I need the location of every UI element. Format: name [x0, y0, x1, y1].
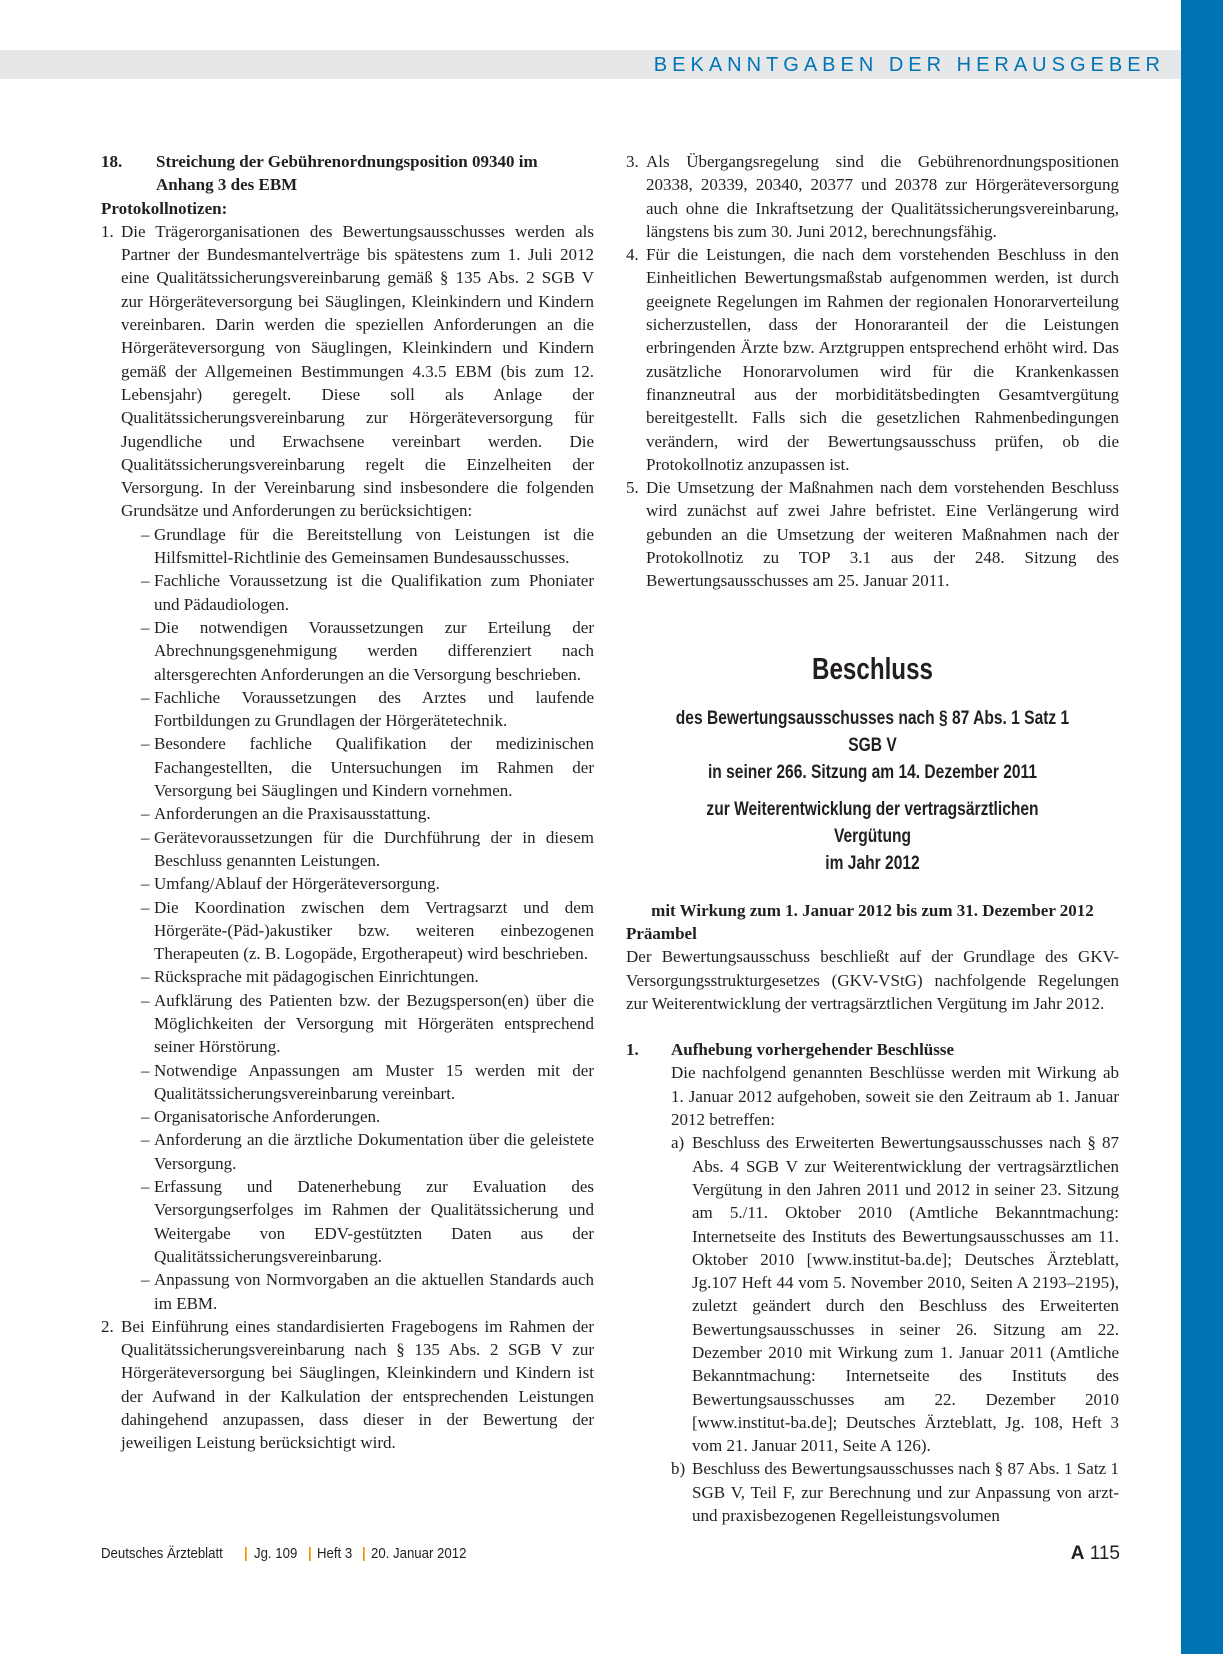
note-text: Die Umsetzung der Maßnahmen nach dem vorstehenden Beschluss wird zunächst auf zwei Jahre befristet. Eine Verlängerung wird gebunden an die Umsetzung der weiteren Maßnahmen nach der Protokollnotiz zu TOP 3.1 aus der 248. Sitzung des Bewertungsausschusses am 25. Januar 2011. [646, 478, 1119, 591]
requirement-text: Grundlage für die Bereitstellung von Leistungen ist die Hilfsmittel-Richtlinie des Gemeinsamen Bundesausschusses. [154, 524, 594, 568]
requirement-text: Anpassung von Normvorgaben an die aktuellen Standards auch im EBM. [154, 1270, 594, 1313]
protocol-notes-continued [626, 150, 1119, 593]
page-number-value: 115 [1089, 1543, 1120, 1564]
note-number: 1. [101, 221, 114, 241]
resolution-subtitle-line: des Bewertungsausschusses nach § 87 Abs. 1 Satz 1 SGB V [675, 707, 1070, 756]
footer-issue: Heft 3 [317, 1545, 353, 1562]
section-1-number: 1. [626, 1040, 639, 1060]
note-number: 5. [626, 478, 639, 498]
requirement-text: Notwendige Anpassungen am Muster 15 werden mit der Qualitätssicherungsvereinbarung vereinbart. [154, 1060, 594, 1103]
dash-marker: – [141, 990, 150, 1010]
item-letter: a) [671, 1133, 685, 1153]
requirement-item [121, 732, 594, 802]
protocol-note-5 [626, 476, 1119, 592]
note-text: Die Trägerorganisationen des Bewertungsausschusses werden als Partner der Bundesmantelverträge bis spätestens zum 1. Juli 2012 eine Qualitätssicherungsvereinbarung gemäß § 135 Abs. 2 SGB V zur Hörgeräteversorgung bei Säuglingen, Kleinkindern und Kindern vereinbaren. Darin werden die speziellen Anforderungen an die Hörgeräteversorgung von Säuglingen, Kleinkindern und Kindern gemäß der Allgemeinen Bestimmungen 4.3.5 EBM (bis zum 12. Lebensjahr) geregelt. Diese soll als Anlage der Qualitätssicherungsvereinbarung zur Hörgeräteversorgung für Jugendliche und Erwachsene vereinbart werden. Die Qualitätssicherungsvereinbarung regelt die Einzelheiten der Versorgung. In der Vereinbarung sind insbesondere die folgenden Grundsätze und Anforderungen zu berücksichtigen: [121, 221, 594, 521]
dash-marker: – [141, 1270, 150, 1290]
requirement-item [121, 523, 594, 570]
dash-marker: – [141, 617, 150, 637]
resolution-subtitle-1 [670, 705, 1074, 786]
requirement-item [121, 1059, 594, 1106]
requirement-item [121, 802, 594, 825]
footer-separator: | [362, 1545, 366, 1562]
preamble-heading: Präambel [626, 923, 697, 943]
note-number: 2. [101, 1316, 114, 1336]
protocol-note-2 [101, 1315, 594, 1455]
requirement-item [121, 616, 594, 686]
item-letter: b) [671, 1459, 686, 1479]
requirement-text: Besondere fachliche Qualifikation der medizinischen Fachangestellten, die Untersuchungen im Rahmen der Versorgung bei Säuglingen und Kindern vornehmen. [154, 734, 594, 801]
side-color-bar [1181, 0, 1223, 1654]
requirement-text: Die notwendigen Voraussetzungen zur Erteilung der Abrechnungsgenehmigung werden differenziert nach altersgerechten Anforderungen an die Versorgung beschrieben. [154, 617, 594, 684]
dash-marker: – [141, 967, 150, 987]
footer-date: 20. Januar 2012 [371, 1545, 467, 1562]
footer-separator: | [244, 1545, 249, 1562]
requirement-item [121, 1128, 594, 1175]
protocol-notes-heading: Protokollnotizen: [101, 198, 228, 218]
left-column [101, 150, 594, 1455]
dash-marker: – [141, 1130, 150, 1150]
requirement-item [121, 569, 594, 616]
dash-marker: – [141, 827, 150, 847]
requirement-text: Fachliche Voraussetzungen des Arztes und laufende Fortbildungen zu Grundlagen der Hörgerätetechnik. [154, 687, 594, 731]
page-number [1071, 1541, 1120, 1567]
resolution-subtitle-line: im Jahr 2012 [825, 852, 920, 874]
requirement-text: Die Koordination zwischen dem Vertragsarzt und dem Hörgeräte-(Päd-)akustiker bzw. weiteren einbezogenen Therapeuten (z. B. Logopäde, Ergotherapeut) wird beschrieben. [154, 897, 594, 964]
dash-marker: – [141, 734, 150, 754]
footer-citation [101, 1541, 1120, 1567]
requirement-text: Gerätevoraussetzungen für die Durchführung der in diesem Beschluss genannten Leistungen. [154, 827, 594, 870]
section-header-title: BEKANNTGABEN DER HERAUSGEBER [653, 54, 1165, 76]
section-18-title: Streichung der Gebührenordnungsposition 09340 im Anhang 3 des EBM [156, 152, 538, 195]
dash-marker: – [141, 804, 150, 824]
dash-marker: – [141, 1177, 150, 1197]
repealed-resolutions-list [671, 1131, 1119, 1527]
repealed-resolution-item [671, 1457, 1119, 1527]
dash-marker: – [141, 1107, 150, 1127]
requirement-item [121, 989, 594, 1059]
requirement-text: Rücksprache mit pädagogischen Einrichtungen. [154, 967, 479, 987]
protocol-note-3 [626, 150, 1119, 243]
protocol-notes-list [101, 220, 594, 1455]
requirement-item [121, 1268, 594, 1315]
resolution-subtitle-line: in seiner 266. Sitzung am 14. Dezember 2011 [707, 761, 1038, 783]
item-text: Beschluss des Bewertungsausschusses nach § 87 Abs. 1 Satz 1 SGB V, Teil F, zur Berechnung und zur Anpassung von arzt- und praxisbezogenen Regelleistungsvolumen [692, 1459, 1119, 1526]
section-1-intro: Die nachfolgend genannten Beschlüsse werden mit Wirkung ab 1. Januar 2012 aufgehoben, soweit sie den Zeitraum ab 1. Januar 2012 betreffen: [671, 1063, 1119, 1130]
resolution-subtitle-line: zur Weiterentwicklung der vertragsärztlichen Vergütung [706, 798, 1039, 847]
page-prefix: A [1070, 1543, 1085, 1564]
page-footer [101, 1541, 1120, 1567]
preamble-text: Der Bewertungsausschuss beschließt auf der Grundlage des GKV-Versorgungsstrukturgesetzes (GKV-VStG) nachfolgende Regelungen zur Weiterentwicklung der vertragsärztlichen Vergütung im Jahr 2012. [626, 947, 1119, 1013]
resolution-heading-block [626, 651, 1119, 922]
right-column [626, 150, 1119, 1527]
dash-marker: – [141, 897, 150, 917]
protocol-note-1 [101, 220, 594, 1315]
repealed-resolution-item [671, 1131, 1119, 1457]
resolution-subtitle-2 [670, 796, 1074, 877]
footer-volume: Jg. 109 [253, 1545, 297, 1562]
requirement-item [121, 1105, 594, 1128]
requirement-text: Fachliche Voraussetzung ist die Qualifikation zum Phoniater und Pädaudiologen. [154, 571, 594, 614]
note-text: Als Übergangsregelung sind die Gebührenordnungspositionen 20338, 20339, 20340, 20377 und 20378 zur Hörgeräteversorgung auch ohne die Inkraftsetzung der Qualitätssicherungsvereinbarung, längstens bis zum 30. Juni 2012, berechnungsfähig. [646, 152, 1119, 241]
requirement-text: Aufklärung des Patienten bzw. der Bezugsperson(en) über die Möglichkeiten der Versorgung mit Hörgeräten entsprechend seiner Hörstörung. [154, 990, 594, 1057]
section-1-body [626, 1061, 1119, 1527]
requirement-text: Erfassung und Datenerhebung zur Evaluation des Versorgungserfolges im Rahmen der Qualitätssicherung und Weitergabe von EDV-gestützten Daten aus der Qualitätssicherungsvereinbarung. [154, 1177, 594, 1266]
section-1-heading [626, 1038, 1119, 1061]
section-18-heading [101, 150, 594, 197]
note-number: 4. [626, 245, 639, 265]
requirement-item [121, 1175, 594, 1268]
dash-marker: – [141, 687, 150, 707]
section-18-number: 18. [101, 152, 123, 171]
requirement-text: Anforderungen an die Praxisausstattung. [154, 804, 431, 824]
dash-marker: – [141, 874, 150, 894]
requirement-text: Umfang/Ablauf der Hörgeräteversorgung. [154, 874, 440, 894]
footer-journal: Deutsches Ärzteblatt [101, 1545, 223, 1562]
requirement-item [121, 686, 594, 733]
requirement-item [121, 872, 594, 895]
section-1-title: Aufhebung vorhergehender Beschlüsse [671, 1040, 955, 1060]
requirement-item [121, 896, 594, 966]
protocol-note-4 [626, 243, 1119, 476]
requirement-text: Organisatorische Anforderungen. [154, 1107, 381, 1127]
dash-marker: – [141, 1060, 150, 1080]
dash-marker: – [141, 524, 150, 544]
dash-marker: – [141, 571, 150, 591]
item-text: Beschluss des Erweiterten Bewertungsausschusses nach § 87 Abs. 4 SGB V zur Weiterentwicklung der vertragsärztlichen Vergütung in den Jahren 2011 und 2012 in seiner 23. Sitzung am 5./11. Oktober 2010 (Amtliche Bekanntmachung: Internetseite des Instituts des Bewertungsausschusses am 11. Oktober 2010 [www.institut-ba.de]; Deutsches Ärzteblatt, Jg.107 Heft 44 vom 5. November 2010, Seiten A 2193–2195), zuletzt geändert durch den Beschluss des Erweiterten Bewertungsausschusses in seiner 26. Sitzung am 22. Dezember 2010 mit Wirkung zum 1. Januar 2011 (Amtliche Bekanntmachung: Internetseite des Instituts des Bewertungsausschusses am 22. Dezember 2010 [www.institut-ba.de]; Deutsches Ärzteblatt, Jg. 108, Heft 3 vom 21. Januar 2011, Seite A 126). [692, 1133, 1119, 1456]
requirement-item [121, 965, 594, 988]
note-text: Für die Leistungen, die nach dem vorstehenden Beschluss in den Einheitlichen Bewertungsmaßstab aufgenommen werden, ist durch geeignete Regelungen im Rahmen der regionalen Honorarverteilung sicherzustellen, dass der Honoraranteil der die Leistungen erbringenden Ärzte bzw. Arztgruppen entsprechend erhöht wird. Das zusätzliche Honorarvolumen wird für die Krankenkassen finanzneutral aus der morbiditätsbedingten Gesamtvergütung bereitgestellt. Falls sich die gesetzlichen Rahmenbedingungen verändern, wird der Bewertungsausschuss prüfen, ob die Protokollnotiz anzupassen ist. [646, 245, 1119, 474]
resolution-title: Beschluss [812, 650, 933, 686]
requirement-text: Anforderung an die ärztliche Dokumentation über die geleistete Versorgung. [154, 1130, 594, 1173]
resolution-effective-date: mit Wirkung zum 1. Januar 2012 bis zum 31. Dezember 2012 [651, 900, 1094, 920]
footer-separator: | [307, 1545, 312, 1562]
requirement-item [121, 826, 594, 873]
note-text: Bei Einführung eines standardisierten Fragebogens im Rahmen der Qualitätssicherungsvereinbarung nach § 135 Abs. 2 SGB V zur Hörgeräteversorgung bei Säuglingen, Kleinkindern und Kindern ist der Aufwand in der Kalkulation der entsprechenden Leistungen dahingehend anzupassen, dass dieser in der Bewertung der jeweiligen Leistung berücksichtigt wird. [121, 1316, 594, 1453]
note-number: 3. [626, 152, 639, 171]
requirements-list [121, 523, 594, 1315]
